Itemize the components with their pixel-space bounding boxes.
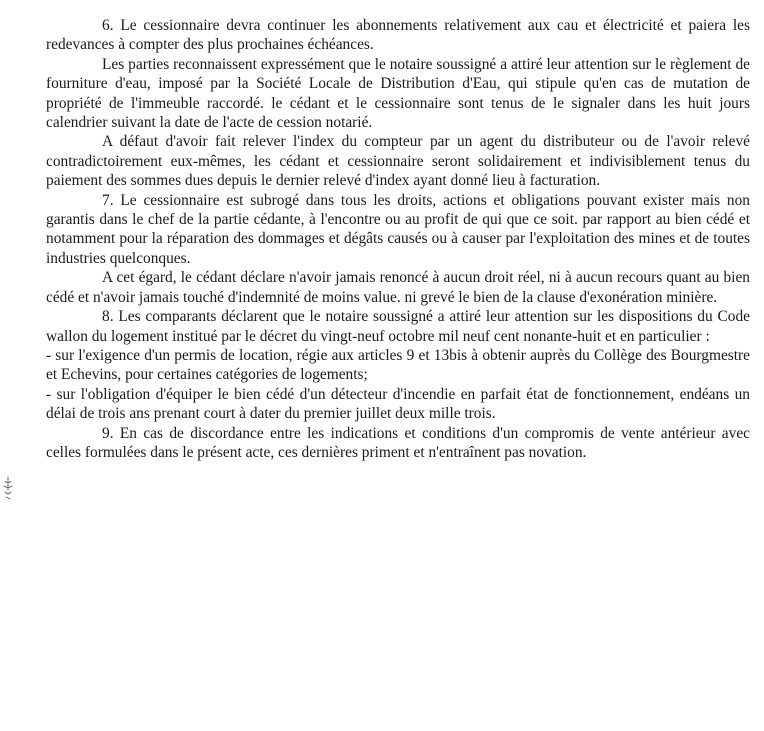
paragraph-8-code-wallon: 8. Les comparants déclarent que le notaire soussigné a attiré leur attention sur les dispositions du Code wallon du logement institué par le décret du vingt-neuf octobre mil neuf cent nonante-huit et en particulier : xyxy=(46,308,750,345)
list-item-permis-location: - sur l'exigence d'un permis de location, régie aux articles 9 et 13bis à obtenir auprès du Collège des Bourgmestre et Echevins, pour certaines catégories de logements; xyxy=(46,346,750,384)
paragraph-9-compromis: 9. En cas de discordance entre les indications et conditions d'un compromis de vente antérieur avec celles formulées dans le présent acte, ces dernières priment et n'entraînent pas novation. xyxy=(46,424,750,461)
margin-initials-icon xyxy=(2,476,14,500)
paragraph-index-compteur: A défaut d'avoir fait relever l'index du compteur par un agent du distributeur ou de l'avoir relevé contradictoirement eux-mêmes, les cédant et cessionnaire seront solidairement et indivisiblement tenus du paiement des sommes dues depuis le dernier relevé d'index ayant donné lieu à facturation. xyxy=(46,133,750,190)
paragraph-reglement-eau: Les parties reconnaissent expressément que le notaire soussigné a attiré leur attention sur le règlement de fourniture d'eau, imposé par la Société Locale de Distribution d'Eau, qui stipule qu'en cas de mutation de propriété de l'immeuble raccordé. le cédant et le cessionnaire sont tenus de le signaler dans les huit jours calendrier suivant la date de l'acte de cession notarié. xyxy=(46,55,750,132)
paragraph-exoneration-miniere: A cet égard, le cédant déclare n'avoir jamais renoncé à aucun droit réel, ni à aucun recours quant au bien cédé et n'avoir jamais touché d'indemnité de moins value. ni grevé le bien de la clause d'exonération minière. xyxy=(46,269,750,306)
document-body xyxy=(46,16,750,462)
list-item-detecteur-incendie: - sur l'obligation d'équiper le bien cédé d'un détecteur d'incendie en parfait état de fonctionnement, endéans un délai de trois ans prenant court à dater du premier juillet deux mille trois. xyxy=(46,385,750,423)
paragraph-6-abonnements: 6. Le cessionnaire devra continuer les abonnements relativement aux cau et électricité et paiera les redevances à compter des plus prochaines échéances. xyxy=(46,17,750,54)
paragraph-7-subrogation: 7. Le cessionnaire est subrogé dans tous les droits, actions et obligations pouvant exister mais non garantis dans le chef de la partie cédante, à l'encontre ou au profit de qui que ce soit. par rapport au bien cédé et notamment pour la réparation des dommages et dégâts causés ou à causer par l'exploitation des mines et de toutes industries quelconques. xyxy=(46,191,750,267)
